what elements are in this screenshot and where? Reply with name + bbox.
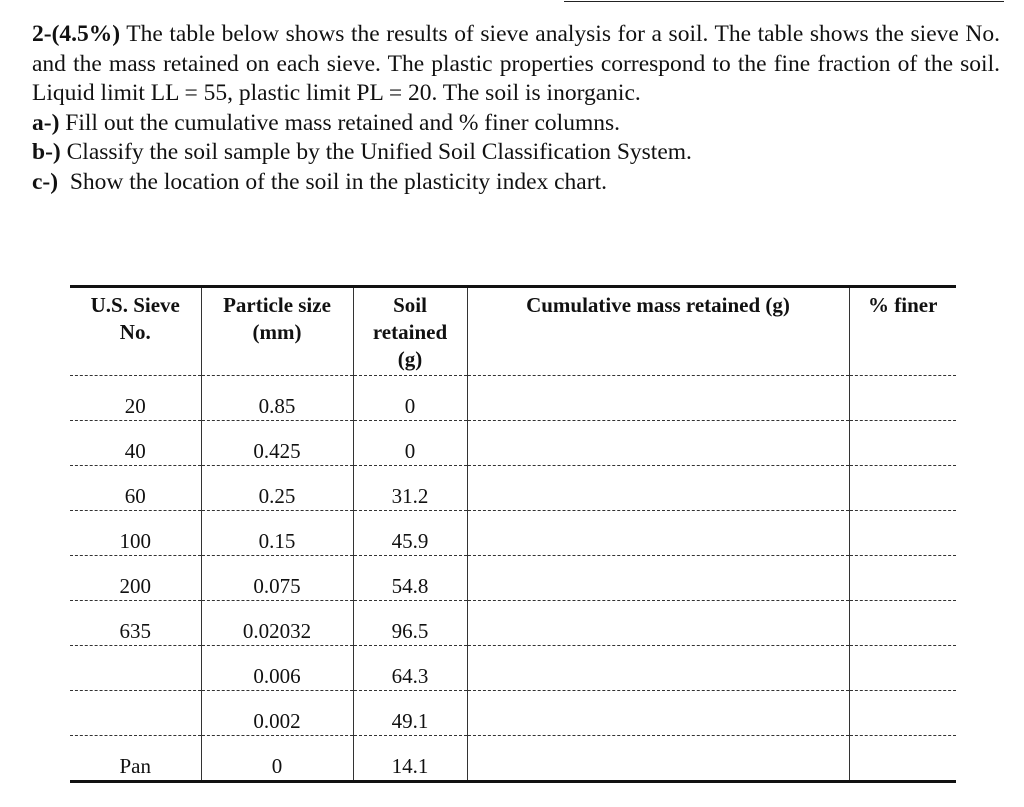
cell-sieve-no: 100 <box>70 511 201 556</box>
cell-particle-size: 0.02032 <box>201 601 353 646</box>
question-part-c <box>32 168 1000 198</box>
cell-percent-finer[interactable] <box>849 736 956 782</box>
header-soil-retained: Soil retained (g) <box>353 287 467 376</box>
cell-cumulative-mass[interactable] <box>467 511 849 556</box>
table-row <box>70 691 956 736</box>
table-row <box>70 421 956 466</box>
cell-percent-finer[interactable] <box>849 511 956 556</box>
header-percent-finer: % finer <box>849 287 956 376</box>
cell-cumulative-mass[interactable] <box>467 736 849 782</box>
cell-sieve-no: 60 <box>70 466 201 511</box>
problem-intro-text: The table below shows the results of sieve analysis for a soil. The table shows the sieve No. and the mass retained on each sieve. The plastic properties correspond to the fine fraction of the soil. Liquid limit LL = 55, plastic limit PL = 20. The soil is inorganic. <box>32 21 1001 107</box>
problem-intro <box>32 20 1000 109</box>
cell-cumulative-mass[interactable] <box>467 376 849 421</box>
top-divider-line <box>564 1 1004 2</box>
cell-soil-retained: 45.9 <box>353 511 467 556</box>
cell-particle-size: 0.425 <box>201 421 353 466</box>
cell-cumulative-mass[interactable] <box>467 466 849 511</box>
cell-soil-retained: 96.5 <box>353 601 467 646</box>
cell-particle-size: 0.15 <box>201 511 353 556</box>
part-text: Classify the soil sample by the Unified Soil Classification System. <box>66 139 692 166</box>
cell-percent-finer[interactable] <box>849 646 956 691</box>
part-label: b-) <box>32 139 61 166</box>
problem-number: 2-(4.5%) <box>32 21 121 47</box>
cell-soil-retained: 31.2 <box>353 466 467 511</box>
part-text: Show the location of the soil in the plasticity index chart. <box>69 168 607 195</box>
cell-particle-size: 0.25 <box>201 466 353 511</box>
table-row <box>70 646 956 691</box>
table-row <box>70 601 956 646</box>
table-row <box>70 376 956 421</box>
table-row <box>70 736 956 782</box>
part-label: a-) <box>32 109 60 136</box>
cell-soil-retained: 0 <box>353 376 467 421</box>
cell-soil-retained: 64.3 <box>353 646 467 691</box>
cell-cumulative-mass[interactable] <box>467 556 849 601</box>
problem-statement <box>32 20 1000 198</box>
cell-percent-finer[interactable] <box>849 421 956 466</box>
cell-percent-finer[interactable] <box>849 601 956 646</box>
question-part-a <box>32 109 1000 139</box>
cell-cumulative-mass[interactable] <box>467 601 849 646</box>
cell-percent-finer[interactable] <box>849 691 956 736</box>
cell-sieve-no: 40 <box>70 421 201 466</box>
cell-sieve-no: 635 <box>70 601 201 646</box>
sieve-analysis-table <box>70 285 956 783</box>
cell-soil-retained: 0 <box>353 421 467 466</box>
table-row <box>70 511 956 556</box>
cell-soil-retained: 54.8 <box>353 556 467 601</box>
cell-particle-size: 0.006 <box>201 646 353 691</box>
cell-particle-size: 0 <box>201 736 353 782</box>
table-row <box>70 466 956 511</box>
cell-soil-retained: 49.1 <box>353 691 467 736</box>
question-part-b <box>32 138 1000 168</box>
header-particle-size: Particle size (mm) <box>201 287 353 376</box>
table-row <box>70 556 956 601</box>
cell-sieve-no: 200 <box>70 556 201 601</box>
cell-percent-finer[interactable] <box>849 376 956 421</box>
part-label: c-) <box>32 168 59 195</box>
cell-sieve-no: Pan <box>119 754 151 778</box>
cell-particle-size: 0.85 <box>201 376 353 421</box>
cell-percent-finer[interactable] <box>849 556 956 601</box>
cell-sieve-no <box>70 691 201 736</box>
cell-particle-size: 0.075 <box>201 556 353 601</box>
cell-sieve-no <box>70 646 201 691</box>
cell-cumulative-mass[interactable] <box>467 421 849 466</box>
cell-percent-finer[interactable] <box>849 466 956 511</box>
cell-soil-retained: 14.1 <box>353 736 467 782</box>
cell-cumulative-mass[interactable] <box>467 691 849 736</box>
header-cumulative-mass: Cumulative mass retained (g) <box>467 287 849 376</box>
cell-cumulative-mass[interactable] <box>467 646 849 691</box>
cell-sieve-no: 20 <box>70 376 201 421</box>
table-header-row <box>70 287 956 376</box>
cell-particle-size: 0.002 <box>201 691 353 736</box>
header-sieve-no: U.S. Sieve No. <box>70 287 201 376</box>
part-text: Fill out the cumulative mass retained and % finer columns. <box>65 109 621 136</box>
